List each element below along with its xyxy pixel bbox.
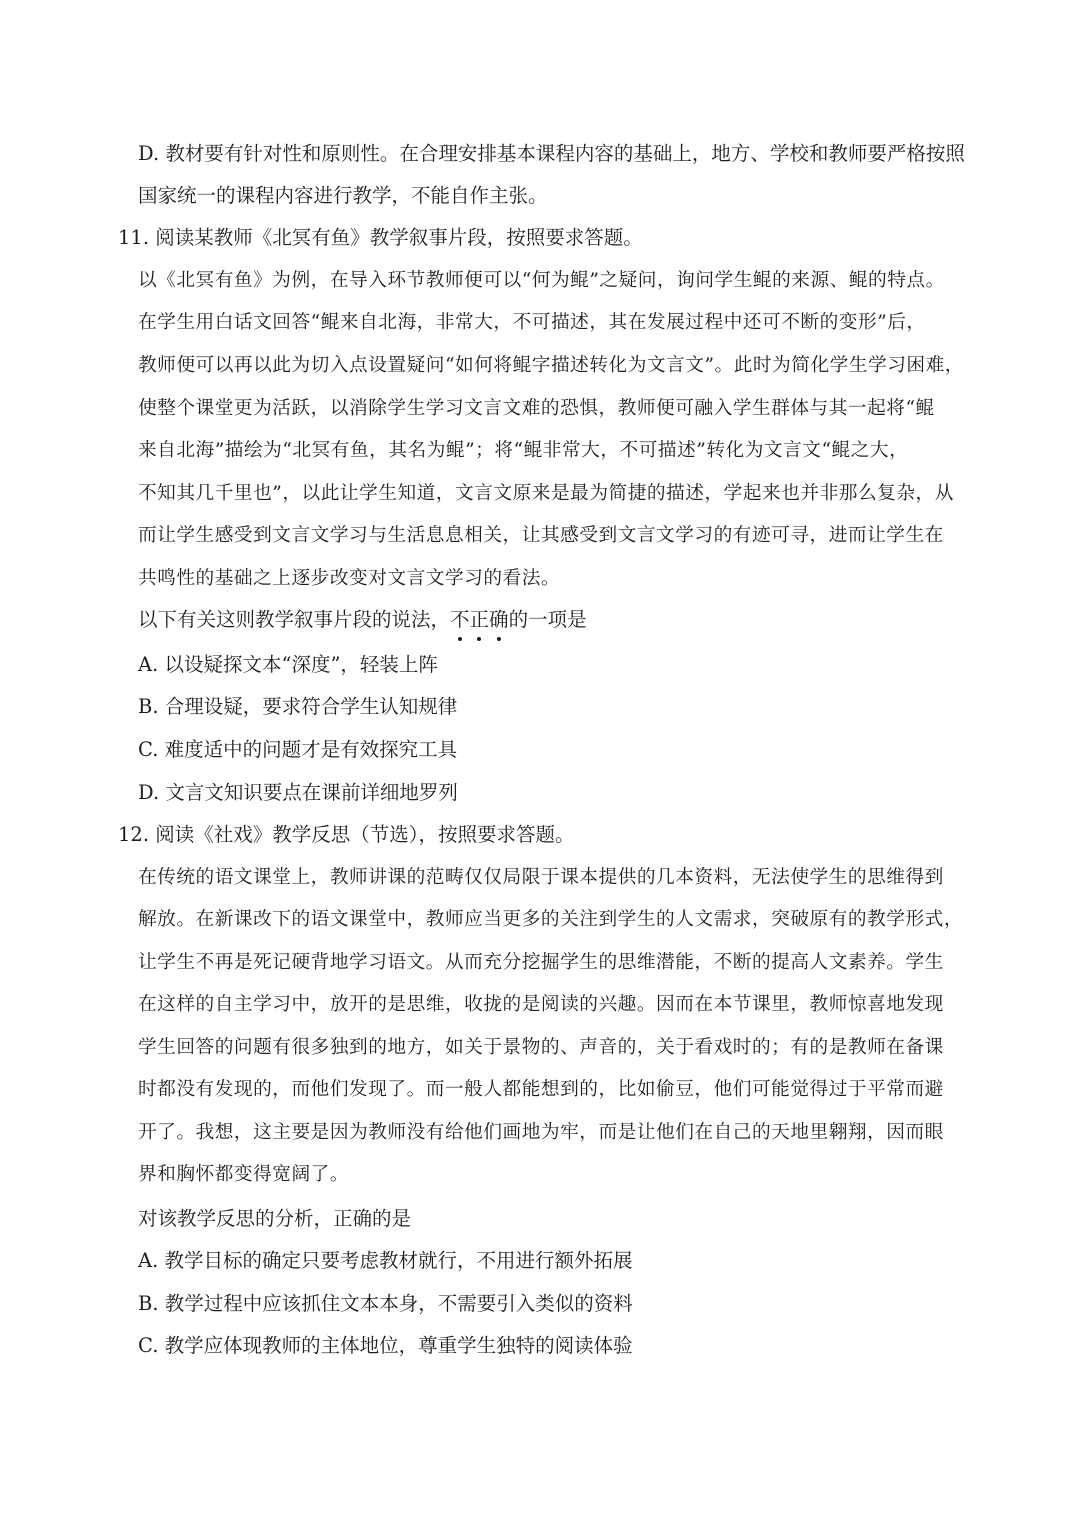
- q12-passage-line-8: 界和胸怀都变得宽阔了。: [138, 1164, 350, 1185]
- q11-prompt-prefix: 以下有关这则教学叙事片段的说法，: [138, 608, 451, 631]
- q11-passage-line-7: 而让学生感受到文言文学习与生活息息相关，让其感受到文言文学习的有迹可寻，进而让学生在: [138, 525, 944, 546]
- q11-passage-line-8: 共鸣性的基础之上逐步改变对文言文学习的看法。: [138, 568, 561, 589]
- q12-passage-line-6: 时都没有发现的，而他们发现了。而一般人都能想到的，比如偷豆，他们可能觉得过于平常而避: [138, 1079, 944, 1100]
- q11-option-a: A. 以设疑探文本“深度”，轻装上阵: [138, 653, 438, 676]
- q11-stem: 11. 阅读某教师《北冥有鱼》教学叙事片段，按照要求答题。: [118, 226, 643, 249]
- q12-passage-line-5: 学生回答的问题有很多独到的地方，如关于景物的、声音的，关于看戏时的；有的是教师在备课: [138, 1037, 944, 1058]
- q11-option-c: C. 难度适中的问题才是有效探究工具: [138, 738, 458, 761]
- emphasis-char: 不: [450, 608, 470, 631]
- q11-passage-line-5: 来自北海”描绘为“北冥有鱼，其名为鲲”；将“鲲非常大，不可描述”转化为文言文“鲲之大，: [138, 440, 909, 461]
- q12-passage-line-1: 在传统的语文课堂上，教师讲课的范畴仅仅局限于课本提供的几本资料，无法使学生的思维得到: [138, 867, 944, 888]
- q11-prompt-suffix: 的一项是: [508, 608, 587, 631]
- emphasis-char: 确: [489, 608, 509, 631]
- q12-passage-line-3: 让学生不再是死记硬背地学习语文。从而充分挖掘学生的思维潜能，不断的提高人文素养。学生: [138, 952, 944, 973]
- q12-option-a: A. 教学目标的确定只要考虑教材就行，不用进行额外拓展: [138, 1249, 633, 1272]
- q11-passage-line-2: 在学生用白话文回答“鲲来自北海，非常大，不可描述，其在发展过程中还可不断的变形”后，: [138, 312, 926, 333]
- q10-option-d-line-1: D. 教材要有针对性和原则性。在合理安排基本课程内容的基础上，地方、学校和教师要严格按照: [138, 142, 965, 165]
- q12-prompt: 对该教学反思的分析，正确的是: [138, 1207, 412, 1230]
- q11-passage-line-6: 不知其几千里也”，以此让学生知道，文言文原来是最为简捷的描述，学起来也并非那么复杂，从: [138, 483, 954, 504]
- q12-passage-line-7: 开了。我想，这主要是因为教师没有给他们画地为牢，而是让他们在自己的天地里翱翔，因而眼: [138, 1122, 944, 1143]
- emphasis-char: 正: [469, 608, 490, 631]
- q11-passage-line-1: 以《北冥有鱼》为例，在导入环节教师便可以“何为鲲”之疑问，询问学生鲲的来源、鲲的特点。: [138, 270, 945, 291]
- q12-option-b: B. 教学过程中应该抓住文本本身，不需要引入类似的资料: [138, 1292, 633, 1315]
- q10-option-d-line-2: 国家统一的课程内容进行教学，不能自作主张。: [138, 184, 548, 207]
- q11-passage-line-3: 教师便可以再以此为切入点设置疑问“如何将鲲字描述转化为文言文”。此时为简化学生学习困难，: [138, 355, 964, 376]
- q11-option-b: B. 合理设疑，要求符合学生认知规律: [138, 695, 458, 718]
- q12-option-c: C. 教学应体现教师的主体地位，尊重学生独特的阅读体验: [138, 1334, 633, 1357]
- q12-stem: 12. 阅读《社戏》教学反思（节选），按照要求答题。: [118, 823, 575, 846]
- q11-option-d: D. 文言文知识要点在课前详细地罗列: [138, 781, 458, 804]
- q11-passage-line-4: 使整个课堂更为活跃，以消除学生学习文言文难的恐惧，教师便可融入学生群体与其一起将“鲲: [138, 398, 935, 419]
- q12-passage-line-2: 解放。在新课改下的语文课堂中，教师应当更多的关注到学生的人文需求，突破原有的教学形式，: [138, 909, 964, 930]
- q11-prompt: [138, 607, 587, 633]
- q12-passage-line-4: 在这样的自主学习中，放开的是思维，收拢的是阅读的兴趣。因而在本节课里，教师惊喜地发现: [138, 994, 944, 1015]
